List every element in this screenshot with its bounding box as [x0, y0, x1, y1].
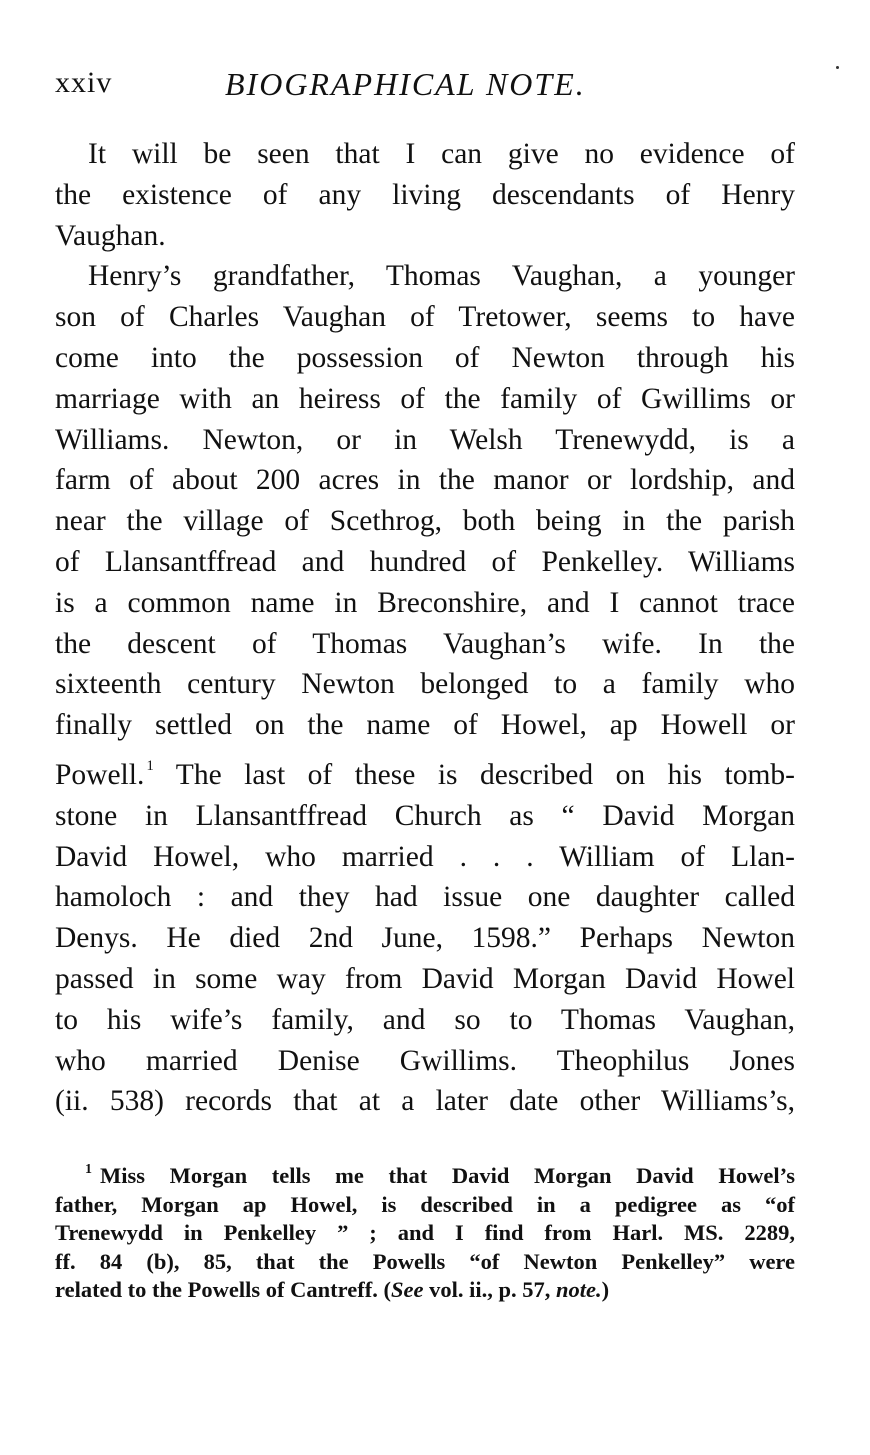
- text-line: It will be seen that I can give no evidence of: [88, 138, 795, 170]
- main-text: [55, 134, 795, 1122]
- text-line-with-footnote-ref: [55, 746, 795, 796]
- paragraph-2: [55, 256, 795, 1122]
- footnote-line: [55, 1276, 795, 1305]
- footnote-line: [55, 1156, 795, 1191]
- text-line: farm of about 200 acres in the manor or lordship, and: [55, 464, 795, 497]
- text-line: of Llansantffread and hundred of Penkelley. Williams: [55, 545, 795, 578]
- text-fragment: Miss Morgan tells me that David Morgan David Howel’s: [100, 1163, 795, 1188]
- text-line: the descent of Thomas Vaughan’s wife. In the: [55, 627, 795, 660]
- footnote-marker: 1: [85, 1162, 92, 1177]
- page-header: [55, 66, 835, 112]
- text-line: hamoloch : and they had issue one daughter called: [55, 881, 795, 914]
- text-line: stone in Llansantffread Church as “ David Morgan: [55, 799, 795, 832]
- text-line: Henry’s grandfather, Thomas Vaughan, a younger: [88, 260, 795, 293]
- text-fragment: The last of these is described on his tomb-: [153, 758, 795, 791]
- text-line: the existence of any living descendants of Henry: [55, 178, 795, 211]
- see-reference: See: [390, 1277, 424, 1303]
- text-fragment: related to the Powells of Cantreff. (: [55, 1277, 391, 1303]
- page-number: xxiv: [55, 66, 113, 99]
- text-line: Vaughan.: [55, 219, 166, 252]
- text-line: Denys. He died 2nd June, 1598.” Perhaps Newton: [55, 922, 795, 955]
- text-line: is a common name in Breconshire, and I cannot trace: [55, 586, 795, 619]
- text-line: passed in some way from David Morgan David Howel: [55, 962, 795, 995]
- text-fragment: vol. ii., p. 57,: [423, 1277, 556, 1303]
- text-line: come into the possession of Newton through his: [55, 341, 795, 374]
- text-fragment: ): [601, 1277, 610, 1303]
- text-line: Williams. Newton, or in Welsh Trenewydd, is a: [55, 423, 795, 456]
- text-line: who married Denise Gwillims. Theophilus Jones: [55, 1044, 795, 1077]
- text-line: marriage with an heiress of the family of Gwillims or: [55, 382, 795, 415]
- footnote-line: father, Morgan ap Howel, is described in a pedigree as “of: [55, 1191, 795, 1217]
- footnote-line: ff. 84 (b), 85, that the Powells “of Newton Penkelley” were: [55, 1248, 795, 1274]
- text-line: near the village of Scethrog, both being in the parish: [55, 505, 795, 538]
- running-title: BIOGRAPHICAL NOTE.: [225, 66, 586, 102]
- footnote-reference[interactable]: 1: [146, 757, 154, 774]
- note-reference: note.: [555, 1277, 602, 1303]
- print-speck: [836, 66, 839, 69]
- footnote-block: [55, 1156, 795, 1305]
- text-line: (ii. 538) records that at a later date other Williams’s,: [55, 1085, 795, 1118]
- footnote-line: Trenewydd in Penkelley ” ; and I find from Harl. MS. 2289,: [55, 1220, 795, 1246]
- text-fragment: Powell.: [55, 758, 145, 791]
- text-line: son of Charles Vaughan of Tretower, seems to have: [55, 301, 795, 334]
- text-line: finally settled on the name of Howel, ap Howell or: [55, 709, 795, 742]
- text-line: David Howel, who married . . . William of Llan-: [55, 840, 795, 873]
- text-line: sixteenth century Newton belonged to a family who: [55, 668, 795, 701]
- paragraph-1: [55, 134, 795, 256]
- text-line: to his wife’s family, and so to Thomas Vaughan,: [55, 1003, 795, 1036]
